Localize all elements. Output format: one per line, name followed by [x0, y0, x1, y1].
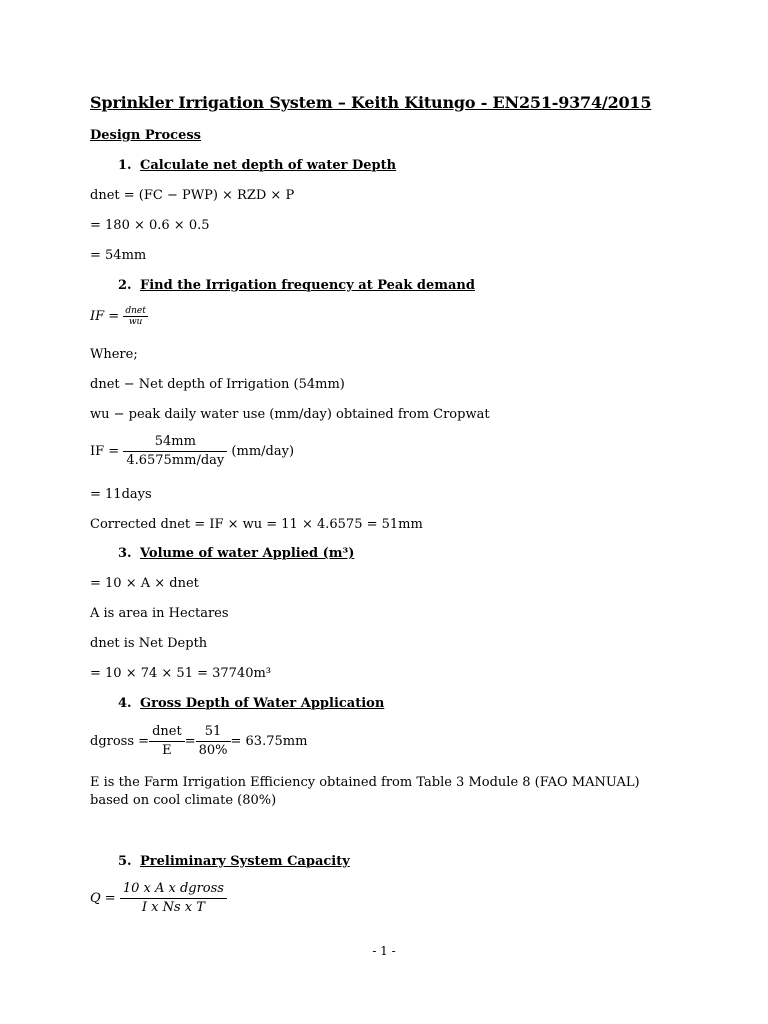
step-4-heading	[118, 695, 384, 713]
step-2-number: 2.	[118, 278, 132, 293]
step-4-number: 4.	[118, 696, 132, 711]
efficiency-note: E is the Farm Irrigation Efficiency obtained from Table 3 Module 8 (FAO MANUAL) based on cool climate (80%)	[90, 775, 640, 808]
dgross-lhs: dgross =	[90, 733, 150, 749]
step-3-title: Volume of water Applied (m³)	[140, 546, 355, 561]
if2-fraction	[123, 433, 227, 470]
equation-volume: = 10 × A × dnet	[90, 576, 199, 591]
equation-system-capacity	[90, 880, 227, 917]
definition-area: A is area in Hectares	[90, 606, 229, 621]
dgross-numerator-2: 51	[196, 723, 231, 742]
q-fraction	[120, 880, 227, 917]
equation-dnet-values: = 180 × 0.6 × 0.5	[90, 218, 210, 233]
definition-dnet: dnet − Net depth of Irrigation (54mm)	[90, 377, 345, 392]
q-lhs: Q =	[90, 890, 116, 906]
step-2-title: Find the Irrigation frequency at Peak demand	[140, 278, 475, 293]
equation-if-values	[90, 433, 294, 470]
step-1-heading	[118, 157, 396, 175]
dgross-numerator-1: dnet	[149, 723, 185, 742]
step-5-title: Preliminary System Capacity	[140, 854, 350, 869]
step-1-number: 1.	[118, 158, 132, 173]
definition-wu: wu − peak daily water use (mm/day) obtained from Cropwat	[90, 407, 490, 422]
page-number: - 1 -	[372, 944, 396, 958]
dgross-denominator-2: 80%	[198, 743, 228, 758]
definition-net-depth: dnet is Net Depth	[90, 636, 208, 651]
if2-unit: (mm/day)	[231, 443, 295, 459]
step-5-heading	[118, 853, 350, 871]
step-3-number: 3.	[118, 546, 132, 561]
step-1-title: Calculate net depth of water Depth	[140, 158, 397, 173]
dgross-denominator-1: E	[162, 743, 172, 758]
q-denominator: I x Ns x T	[141, 900, 205, 915]
equation-corrected-dnet: Corrected dnet = IF × wu = 11 × 4.6575 = 51mm	[90, 517, 423, 532]
equation-dnet: dnet = (FC − PWP) × RZD × P	[90, 188, 295, 203]
if2-denominator: 4.6575mm/day	[126, 453, 225, 468]
document-title: Sprinkler Irrigation System – Keith Kitungo - EN251-9374/2015	[90, 93, 652, 112]
dgross-fraction-2	[196, 723, 231, 760]
step-2-heading	[118, 277, 475, 295]
step-4-title: Gross Depth of Water Application	[140, 696, 385, 711]
equation-volume-result: = 10 × 74 × 51 = 37740m³	[90, 666, 272, 681]
equation-if-formula	[90, 306, 148, 327]
where-label: Where;	[90, 347, 138, 362]
equation-dnet-result: = 54mm	[90, 248, 147, 263]
if-fraction	[123, 306, 148, 327]
if2-lhs: IF =	[90, 443, 120, 459]
equation-dgross	[90, 723, 307, 760]
if-denominator: wu	[128, 317, 143, 327]
dgross-result: = 63.75mm	[230, 733, 308, 749]
dgross-fraction-1	[149, 723, 185, 760]
if-numerator: dnet	[125, 306, 146, 316]
equation-if-result: = 11days	[90, 487, 152, 502]
section-heading: Design Process	[90, 128, 201, 143]
if2-numerator: 54mm	[123, 433, 227, 452]
if-lhs: IF =	[90, 308, 120, 324]
q-numerator: 10 x A x dgross	[120, 880, 227, 899]
step-5-number: 5.	[118, 854, 132, 869]
dgross-equals: =	[184, 733, 196, 749]
step-3-heading	[118, 545, 354, 563]
